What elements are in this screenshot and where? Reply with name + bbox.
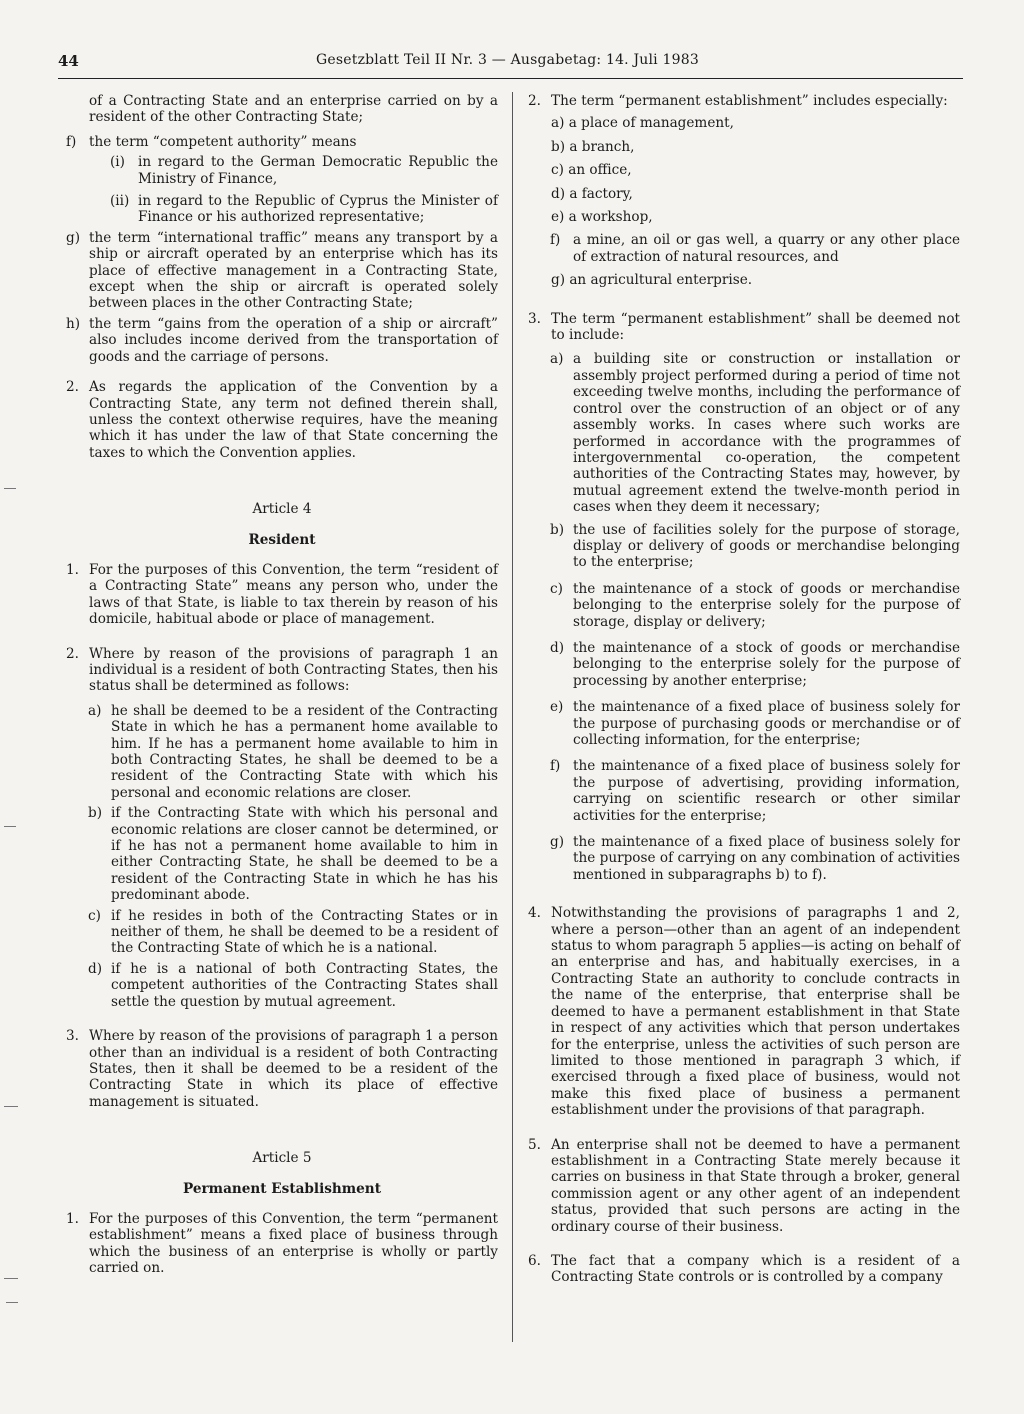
article-5-paragraph-6: 6. The fact that a company which is a resident of a Contracting State controls or is controlled by a company: [528, 1252, 960, 1286]
list-item: f) a mine, an oil or gas well, a quarry or any other place of extraction of natural resources, and: [550, 232, 960, 265]
article-5-item-c: c) the maintenance of a stock of goods or merchandise belonging to the enterprise solely for the purpose of storage, display or delivery;: [550, 580, 960, 630]
article-5-paragraph-1: 1. For the purposes of this Convention, the term “permanent establishment” means a fixed place of business through which the business of an enterprise is wholly or partly carried on.: [66, 1210, 498, 1277]
article-5-item-a: a) a building site or construction or installation or assembly project performed during a period of time not exceeding twelve months, including the performance of control over the construction of an object or of any assembly works. In cases where such works are performed in accordance with the programmes of intergovernmental co-operation, the competent authorities of the Contracting States may, however, by mutual agreement extend the twelve-month period in cases when they deem it necessary;: [550, 351, 960, 516]
paragraph-2: 2. As regards the application of the Convention by a Contracting State, any term not defined therein shall, unless the context otherwise requires, have the meaning which it has under the law of that State concerning the taxes to which the Convention applies.: [66, 379, 498, 461]
margin-mark: [4, 1106, 18, 1107]
article-4-item-a: a) he shall be deemed to be a resident of the Contracting State in which he has a permanent home available to him. If he has a permanent home available to him in both Contracting States, he shall be deemed to be a resident of the Contracting State with which his personal and economic relations are closer.: [88, 702, 498, 801]
article-5-heading: Article 5: [252, 1150, 312, 1167]
article-5-item-b: b) the use of facilities solely for the purpose of storage, display or delivery of goods or merchandise belonging to the enterprise;: [550, 521, 960, 571]
definition-g: g) the term “international traffic” means any transport by a ship or aircraft operated by an enterprise which has its place of effective management in a Contracting State, except when the ship or aircraft is operated solely between places in the other Contracting State;: [66, 229, 498, 312]
list-item: e) a workshop,: [551, 209, 653, 226]
right-column: [528, 93, 960, 1286]
margin-mark: [4, 826, 16, 827]
column-divider: [512, 92, 513, 1342]
article-5-paragraph-2: 2. The term “permanent establishment” includes especially:: [528, 93, 948, 109]
list-item: g) an agricultural enterprise.: [551, 272, 753, 289]
article-4-paragraph-3: 3. Where by reason of the provisions of paragraph 1 a person other than an individual is a resident of both Contracting States, then it shall be deemed to be a resident of the Contracting State in which its place of effective management is situated.: [66, 1028, 498, 1110]
list-item: d) a factory,: [551, 185, 633, 202]
article-5-item-f: f) the maintenance of a fixed place of business solely for the purpose of advertising, providing information, carrying on scientific research or other similar activities for the enterprise;: [550, 758, 960, 824]
definition-h: h) the term “gains from the operation of a ship or aircraft” also includes income derived from the transportation of goods and the carriage of persons.: [66, 315, 498, 365]
article-4-item-c: c) if he resides in both of the Contracting States or in neither of them, he shall be deemed to be a resident of the Contracting State of which he is a national.: [88, 907, 498, 957]
margin-mark: [4, 488, 16, 489]
left-column: [66, 93, 498, 1277]
article-5-item-d: d) the maintenance of a stock of goods or merchandise belonging to the enterprise solely for the purpose of processing by another enterprise;: [550, 639, 960, 689]
definition-f-i: (i) in regard to the German Democratic Republic the Ministry of Finance,: [110, 154, 498, 187]
definition-f: f) the term “competent authority” means: [66, 133, 357, 150]
article-5-paragraph-5: 5. An enterprise shall not be deemed to have a permanent establishment in a Contracting State merely because it carries on business in that State through a broker, general commission agent or any other agent of an independent status, provided that such persons are acting in the ordinary course of their business.: [528, 1136, 960, 1235]
article-4-item-b: b) if the Contracting State with which his personal and economic relations are closer cannot be determined, or if he has not a permanent home available to him in either Contracting State, he shall be deemed to be a resident of the Contracting State in which he has his predominant abode.: [88, 805, 498, 904]
definition-f-ii: (ii) in regard to the Republic of Cyprus the Minister of Finance or his authorized representative;: [110, 193, 498, 226]
article-4-heading: Article 4: [252, 501, 312, 518]
article-4-title: Resident: [248, 531, 316, 548]
article-5-paragraph-4: 4. Notwithstanding the provisions of paragraphs 1 and 2, where a person—other than an agent of an independent status to whom paragraph 5 applies—is acting on behalf of an enterprise and has, and habitually exercises, in a Contracting State an authority to conclude contracts in the name of the enterprise, that enterprise shall be deemed to have a permanent establishment in that State in respect of any activities which that person undertakes for the enterprise, unless the activities of such person are limited to those mentioned in paragraph 3 which, if exercised through a fixed place of business, would not make this fixed place of business a permanent establishment under the provisions of that paragraph.: [528, 905, 960, 1119]
article-5-item-g: g) the maintenance of a fixed place of business solely for the purpose of carrying on any combination of activities mentioned in subparagraphs b) to f).: [550, 834, 960, 883]
list-item: c) an office,: [551, 162, 632, 179]
page-header: [58, 52, 963, 79]
margin-mark: [4, 1278, 18, 1279]
article-5-title: Permanent Establishment: [183, 1180, 381, 1197]
list-item: a) a place of management,: [551, 115, 734, 132]
article-5-paragraph-3: 3. The term “permanent establishment” shall be deemed not to include:: [528, 310, 960, 344]
article-5-item-e: e) the maintenance of a fixed place of business solely for the purpose of purchasing goods or merchandise or of collecting information, for the enterprise;: [550, 699, 960, 748]
list-item: b) a branch,: [551, 138, 635, 155]
article-4-item-d: d) if he is a national of both Contracting States, the competent authorities of the Contracting States shall settle the question by mutual agreement.: [88, 960, 498, 1010]
continuation-text: of a Contracting State and an enterprise carried on by a resident of the other Contracting State;: [89, 93, 498, 126]
margin-mark: [6, 1302, 18, 1303]
article-4-paragraph-1: 1. For the purposes of this Convention, the term “resident of a Contracting State” means any person who, under the laws of that State, is liable to tax therein by reason of his domicile, habitual abode or place of management.: [66, 561, 498, 628]
article-4-paragraph-2: 2. Where by reason of the provisions of paragraph 1 an individual is a resident of both Contracting States, then his status shall be determined as follows:: [66, 645, 498, 695]
gazette-title: Gesetzblatt Teil II Nr. 3 — Ausgabetag: 14. Juli 1983: [316, 52, 699, 68]
page-number: 44: [58, 52, 79, 70]
